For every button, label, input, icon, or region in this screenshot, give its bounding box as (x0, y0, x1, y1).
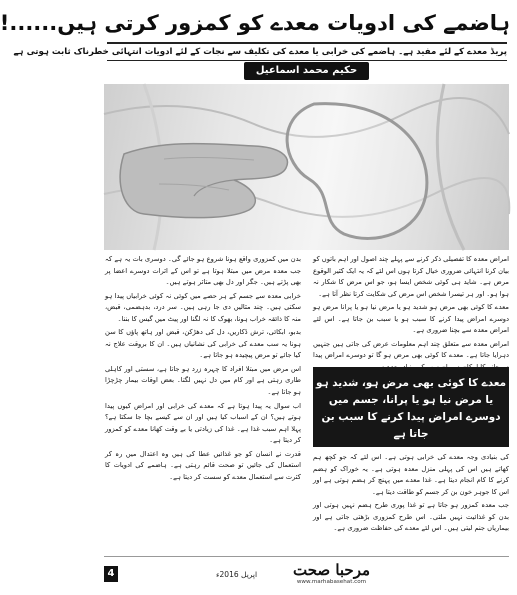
paragraph: امراض معدہ کا تفصیلی ذکر کرنے سے پہلے چند اصول اور اہم باتوں کو بیان کرنا انتہائی ضروری خیال کرتا ہوں اس لئے کہ یہ ایک کثیر الوقوع مرض ہے۔ شاید ہی کوئی شخص ایسا ہو، جو اس مرض کا شکار نہ ہوا ہو۔ اور ہر تیسرا شخص اس مرض کی شکایت کرتا نظر آتا ہے۔ (313, 255, 509, 298)
article-column-left (105, 254, 301, 550)
paragraph: اس مرض میں مبتلا افراد کا چہرہ زرد ہو جاتا ہے، سستی اور کاہلی طاری رہتی ہے اور کام میں دل نہیں لگتا۔ بعض اوقات بیمار چڑچڑا ہو جاتا ہے۔ (105, 364, 301, 397)
article-subtitle: پریڈ معدے کے لئے مفید ہے۔ ہاضمے کی خرابی یا معدے کی تکلیف سے نجات کے لئے ادویات انتہائی خطرناک ثابت ہوتی ہے (107, 42, 507, 61)
page-footer (104, 556, 509, 589)
article-photo (104, 84, 509, 250)
paragraph: قدرت نے انسان کو جو غذائیں عطا کی ہیں وہ اعتدال میں رہ کر استعمال کی جائیں تو صحت قائم رہتی ہے۔ ہاضمے کی ادویات کا کثرت سے استعمال معدے کو سست کر دیتا ہے۔ (105, 449, 301, 481)
page-number: 4 (104, 566, 118, 582)
article-title: ہاضمے کی ادویات معدے کو کمزور کرتی ہیں......! (0, 11, 510, 35)
author-badge: حکیم محمد اسماعیل (244, 62, 369, 80)
issue-date: اپریل 2016ء (216, 570, 258, 579)
article-column-right-continued (313, 452, 509, 552)
article-column-right (313, 254, 509, 364)
magazine-url: www.marhabasehat.com (296, 579, 367, 585)
paragraph: کی بنیادی وجہ معدے کی خرابی ہوتی ہے۔ اس لئے کہ جو کچھ ہم کھاتے ہیں اس کی پہلی منزل معدہ ہوتی ہے۔ یہ خوراک کو ہضم کرنے کا کام انجام دیتا ہے۔ غذا معدے میں پہنچ کر ہضم ہوتی ہے اور اس کا جوہر خون بن کر جسم کو طاقت دیتا ہے۔ (313, 453, 509, 496)
paragraph: جب معدہ کمزور ہو جاتا ہے تو غذا پوری طرح ہضم نہیں ہوتی اور بدن کو غذائیت نہیں ملتی۔ اس طرح کمزوری بڑھتی جاتی ہے اور بیماریاں جنم لیتی ہیں۔ اس لئے معدے کی حفاظت ضروری ہے۔ (313, 501, 509, 533)
paragraph: بدبو، ابکائی، ترش ڈکاریں، دل کی دھڑکن، قبض اور ہاتھ پاؤں کا سن ہونا یہ سب معدے کی خرابی کی نشانیاں ہیں۔ ان کا بروقت علاج نہ کیا جائے تو مرض پیچیدہ ہو جاتا ہے۔ (105, 328, 301, 360)
paragraph: بدن میں کمزوری واقع ہونا شروع ہو جائے گی۔ دوسری بات یہ ہے کہ جب معدہ مرض میں مبتلا ہوتا ہے تو اس کے اثرات دوسرے اعضا پر بھی پڑتے ہیں۔ جگر اور دل بھی متاثر ہوتے ہیں۔ (105, 255, 301, 287)
magazine-logo (274, 561, 389, 587)
magazine-name: مرحبا صحت (292, 561, 371, 579)
paragraph: معدے کا کوئی بھی مرض ہو شدید ہو یا مرض نیا ہو یا پرانا مرض ہو دوسرے امراض پیدا کرنے کا سبب ہو یا سبب بن جاتا ہے۔ اس لئے امراض معدہ سے بچنا ضروری ہے۔ (313, 303, 509, 335)
stomach-pain-illustration (104, 84, 509, 250)
pull-quote: معدے کا کوئی بھی مرض ہو، شدید ہو یا مرض نیا ہو یا پرانا، جسم میں دوسرے امراض پیدا کرنے کا سبب بن جاتا ہے (313, 367, 509, 447)
paragraph: خرابی معدہ سے جسم کے ہر حصے میں کوئی نہ کوئی خرابیاں پیدا ہو سکتی ہیں۔ چند مثالیں دی جا رہی ہیں۔ سر درد، بدہضمی، قبض، منہ کا ذائقہ خراب ہونا، بھوک کا نہ لگنا اور پیٹ میں گیس کا بننا۔ (105, 291, 301, 323)
paragraph: اب سوال یہ پیدا ہوتا ہے کہ معدے کی خرابی اور امراض کیوں پیدا ہوتے ہیں؟ ان کے اسباب کیا ہیں اور ان سے کیسے بچا جا سکتا ہے؟ پہلا اہم سبب غذا ہے۔ غذا کی زیادتی یا بے وقت کھانا معدے کو کمزور کر دیتا ہے۔ (105, 401, 301, 445)
paragraph: امراض معدہ سے متعلق چند اہم معلومات عرض کی جاتی ہیں جنہیں دہرایا جاتا ہے۔ معدے کا کوئی بھی مرض ہو گا تو دوسرے امراض پیدا (313, 339, 509, 360)
